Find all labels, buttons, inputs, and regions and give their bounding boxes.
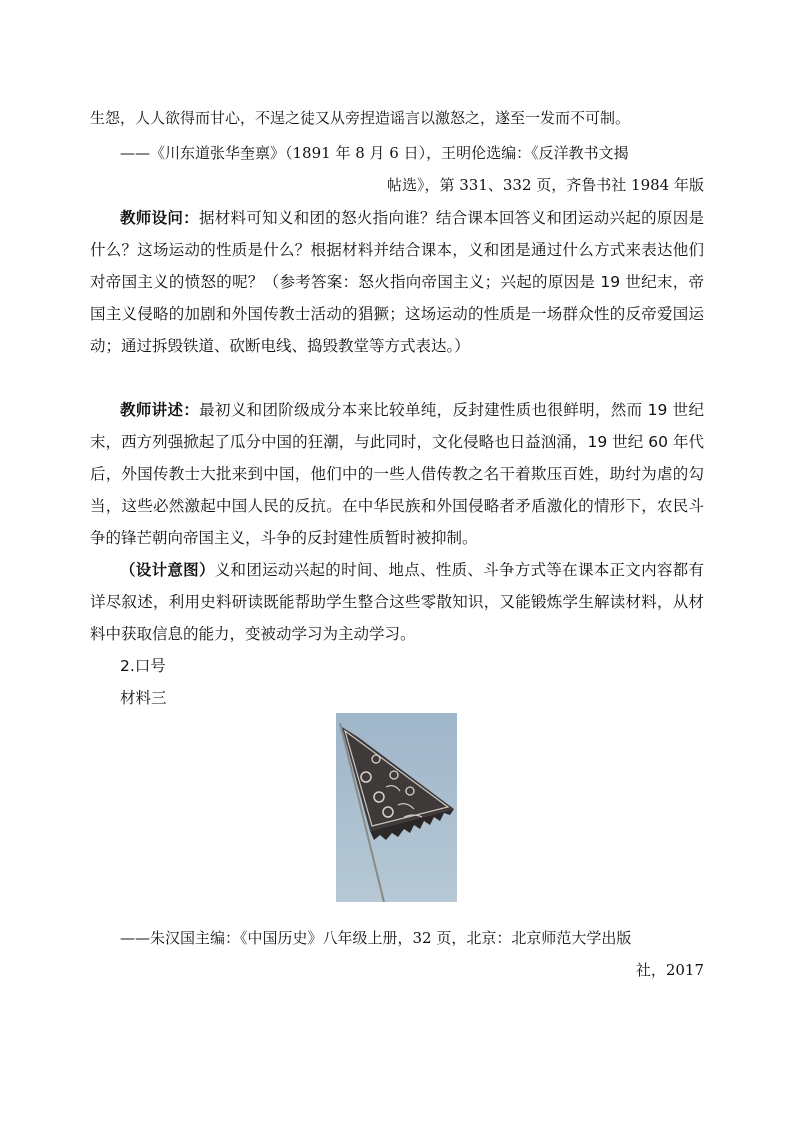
design-intent-text: 义和团运动兴起的时间、地点、性质、斗争方式等在课本正文内容都有详尽叙述，利用史料研读既能帮助学生整合这些零散知识，又能锻炼学生解读材料，从材料中获取信息的能力，变被动学习为主动学习。	[90, 561, 704, 643]
design-intent-label: （设计意图）	[120, 561, 215, 579]
material-label: 材料三	[120, 689, 167, 707]
image-source-line1: ——朱汉国主编：《中国历史》八年级上册，32 页，北京：北京师范大学出版	[120, 929, 632, 947]
section-heading: 2.口号	[120, 657, 166, 675]
quote-source-line2: 帖选》，第 331、332 页，齐鲁书社 1984 年版	[386, 176, 704, 194]
teacher-lecture-text: 最初义和团阶级成分本来比较单纯，反封建性质也很鲜明，然而 19 世纪末，西方列强掀起了瓜分中国的狂潮，与此同时，文化侵略也日益汹涌，19 世纪 60 年代后，外国传教士大批来到中国，他们中的一些人借传教之名干着欺压百姓，助纣为虐的勾当，这些必然激起中国人民的反抗。在中华民族和外国侵略者矛盾激化的情形下，农民斗争的锋芒朝向帝国主义，斗争的反封建性质暂时被抑制。	[90, 401, 704, 547]
boxer-flag-photo-icon	[336, 713, 457, 902]
teacher-question	[90, 202, 704, 362]
teacher-lecture-label: 教师讲述：	[120, 401, 200, 419]
teacher-question-text: 据材料可知义和团的怒火指向谁？结合课本回答义和团运动兴起的原因是什么？这场运动的性质是什么？根据材料并结合课本，义和团是通过什么方式来表达他们对帝国主义的愤怒的呢？（参考答案：怒火指向帝国主义；兴起的原因是 19 世纪末，帝国主义侵略的加剧和外国传教士活动的猖獗；这场运动的性质是一场群众性的反帝爱国运动；通过拆毁铁道、砍断电线、捣毁教堂等方式表达。）	[90, 209, 704, 355]
image-source-line2: 社，2017	[635, 961, 704, 979]
quote-continuation: 生怨，人人欲得而甘心，不逞之徒又从旁捏造谣言以激怒之，遂至一发而不可制。	[90, 109, 631, 127]
teacher-lecture	[90, 394, 704, 554]
teacher-question-label: 教师设问：	[120, 209, 199, 227]
design-intent	[90, 554, 704, 650]
quote-source-line1: ——《川东道张华奎禀》（1891 年 8 月 6 日），王明伦选编：《反洋教书文揭	[120, 144, 629, 162]
